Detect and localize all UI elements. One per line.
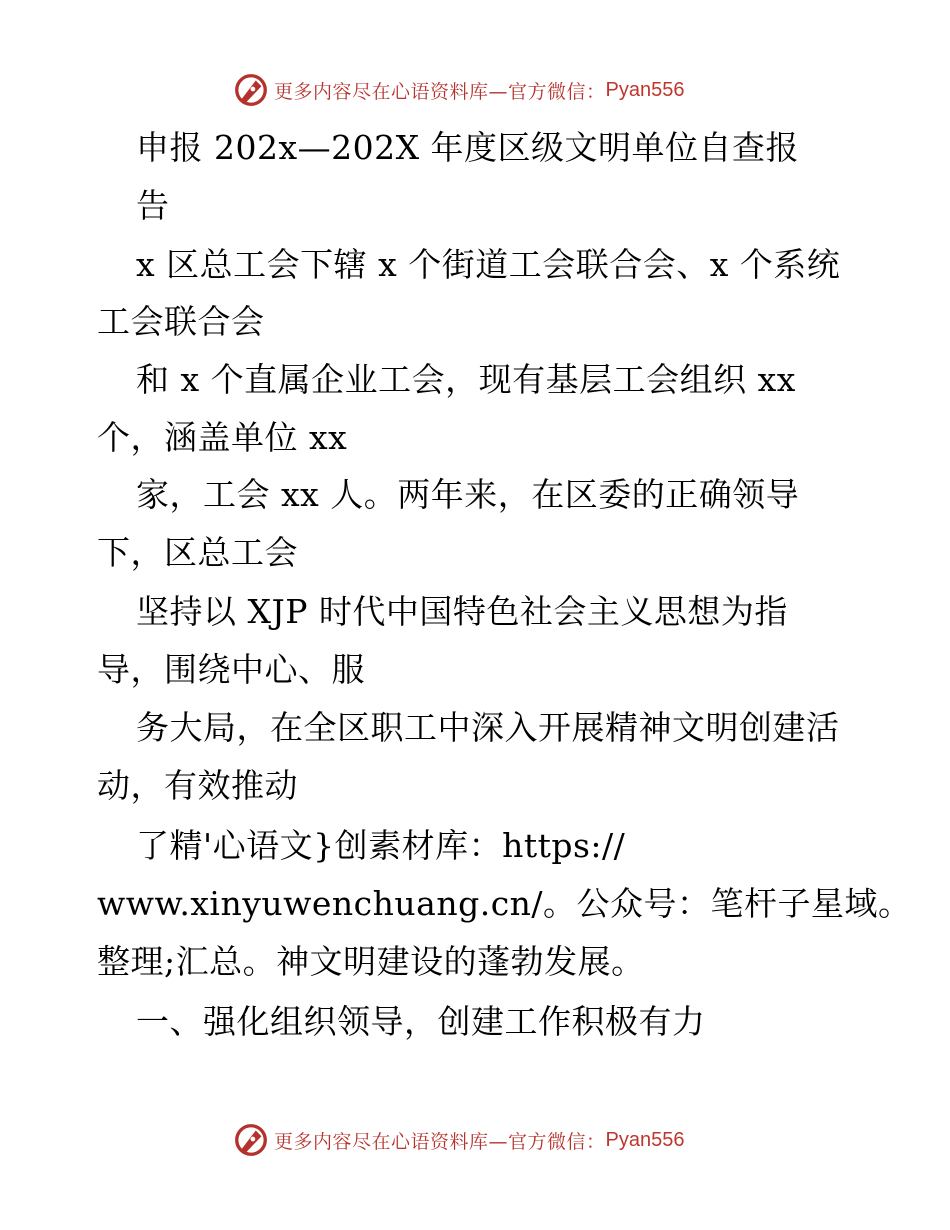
section-heading: 一、强化组织领导，创建工作积极有力	[136, 1002, 706, 1041]
document-title-line-2: 告	[136, 186, 170, 225]
paragraph-line: x 区总工会下辖 x 个街道工会联合会、x 个系统	[136, 245, 841, 284]
paragraph-line: 动，有效推动	[97, 766, 298, 805]
pen-nib-icon	[232, 1121, 270, 1159]
paragraph-line: 整理;汇总。神文明建设的蓬勃发展。	[97, 942, 645, 981]
watermark-text: 更多内容尽在心语资料库—官方微信：	[274, 80, 606, 103]
paragraph-line: 务大局，在全区职工中深入开展精神文明创建活	[136, 708, 840, 747]
paragraph-line: 家，工会 xx 人。两年来，在区委的正确领导	[136, 475, 800, 514]
watermark-text: 更多内容尽在心语资料库—官方微信：	[274, 1130, 606, 1153]
paragraph-line: 了精'心语文}创素材库：https://	[136, 826, 626, 865]
document-title-line-1: 申报 202x—202X 年度区级文明单位自查报	[136, 128, 800, 167]
paragraph-line: 导，围绕中心、服	[97, 650, 365, 689]
paragraph-line: 工会联合会	[97, 302, 265, 341]
paragraph-line: www.xinyuwenchuang.cn/。公众号：笔杆子星域。	[97, 884, 912, 923]
paragraph-line: 下，区总工会	[97, 533, 298, 572]
paragraph-line: 和 x 个直属企业工会，现有基层工会组织 xx	[136, 360, 796, 399]
watermark-wechat-id: Pyan556	[605, 1128, 685, 1151]
footer-watermark	[232, 1120, 684, 1160]
paragraph-line: 坚持以 XJP 时代中国特色社会主义思想为指	[136, 592, 788, 631]
watermark-wechat-id: Pyan556	[605, 78, 685, 101]
paragraph-line: 个，涵盖单位 xx	[97, 418, 348, 457]
